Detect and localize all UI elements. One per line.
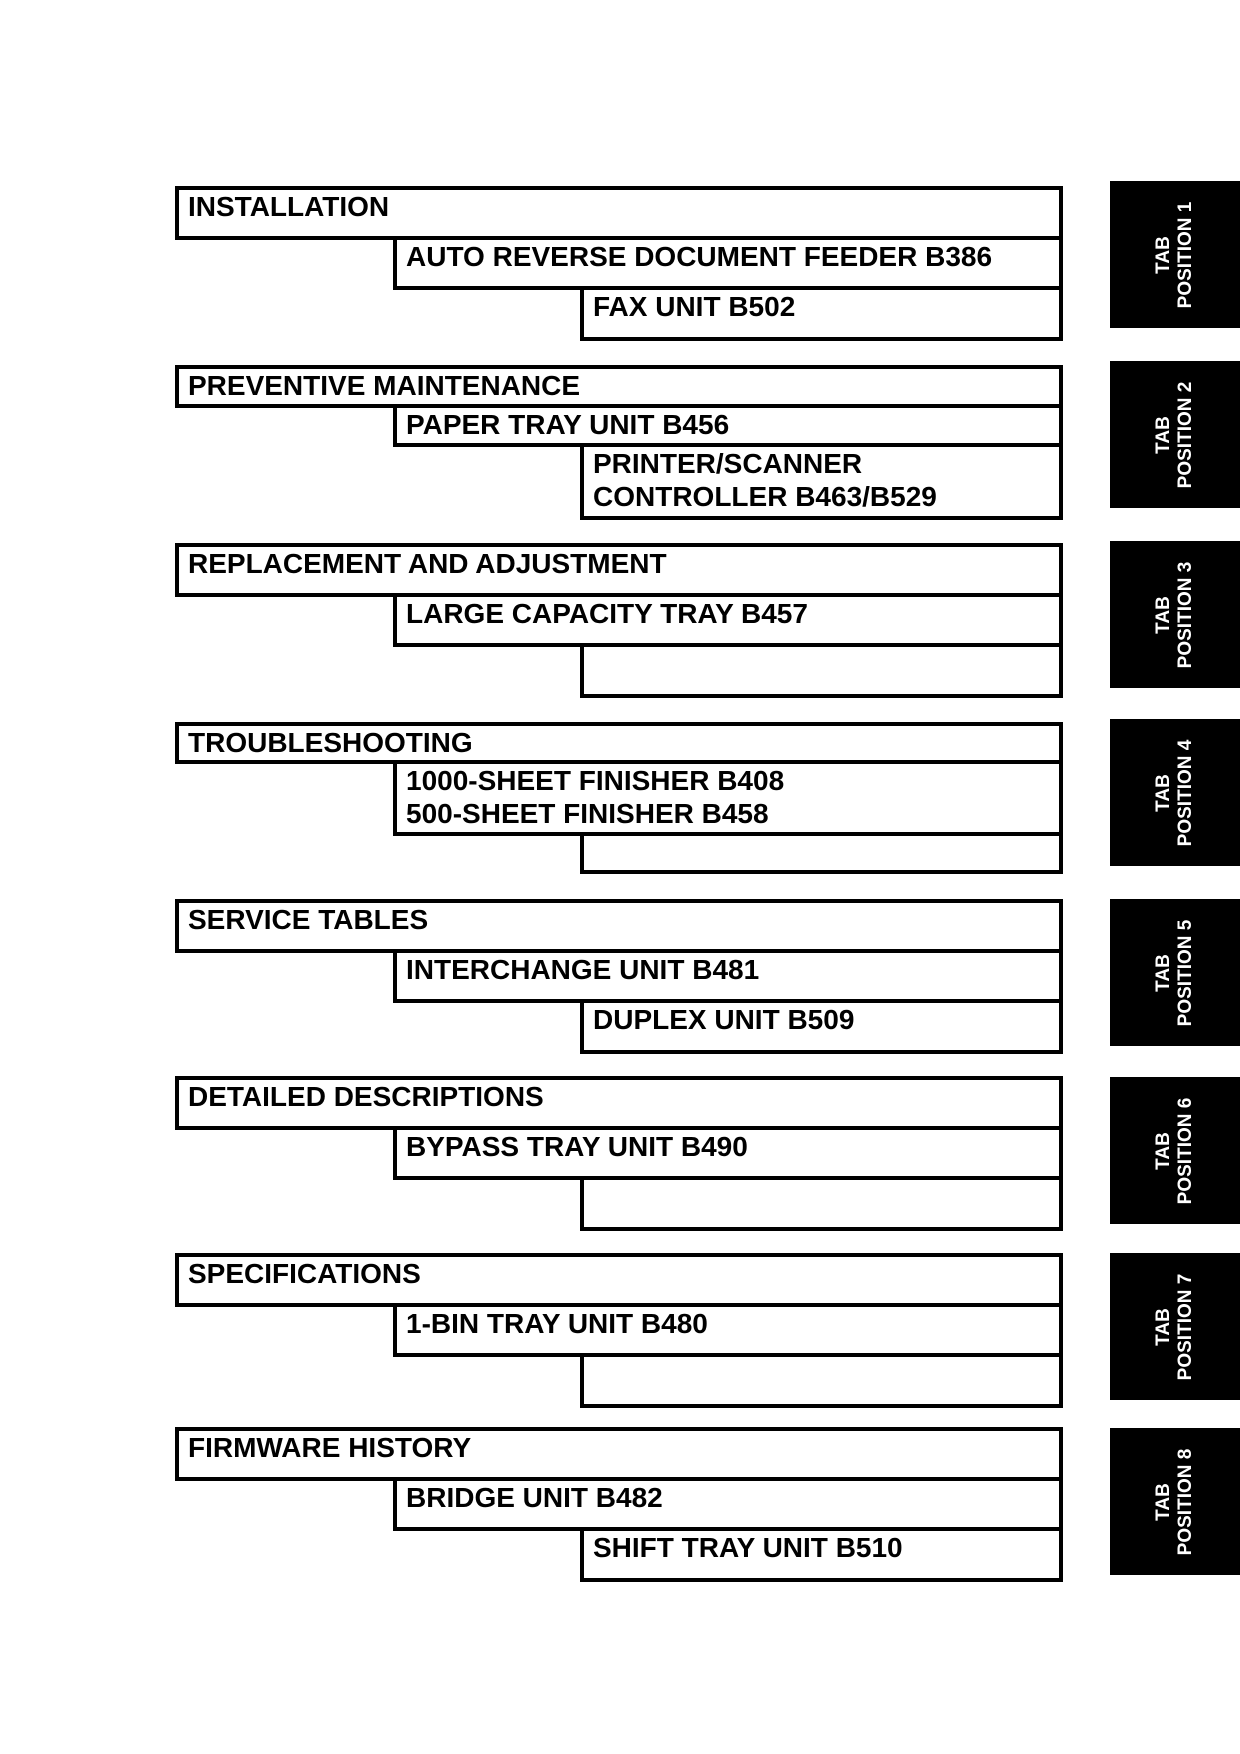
section-group-troubleshooting (175, 722, 1063, 874)
tab-label: TAB POSITION 2 (1153, 381, 1196, 488)
section-main-box[interactable]: SERVICE TABLES (175, 899, 1063, 953)
section-main-box[interactable]: TROUBLESHOOTING (175, 722, 1063, 764)
section-tertiary-box[interactable]: DUPLEX UNIT B509 (580, 999, 1063, 1054)
section-secondary-box[interactable]: INTERCHANGE UNIT B481 (393, 949, 1063, 1003)
section-secondary-box[interactable]: BRIDGE UNIT B482 (393, 1477, 1063, 1531)
section-tertiary-box[interactable]: PRINTER/SCANNER CONTROLLER B463/B529 (580, 443, 1063, 520)
section-secondary-box[interactable]: AUTO REVERSE DOCUMENT FEEDER B386 (393, 236, 1063, 290)
section-secondary-box[interactable]: 1-BIN TRAY UNIT B480 (393, 1303, 1063, 1357)
section-group-specifications (175, 1253, 1063, 1408)
tab-label: TAB POSITION 3 (1153, 561, 1196, 668)
section-main-box[interactable]: DETAILED DESCRIPTIONS (175, 1076, 1063, 1130)
section-secondary-box[interactable]: BYPASS TRAY UNIT B490 (393, 1126, 1063, 1180)
section-group-replacement-and-adjustment (175, 543, 1063, 698)
section-secondary-box[interactable]: 1000-SHEET FINISHER B408 500-SHEET FINISHER B458 (393, 760, 1063, 836)
tab-position-6[interactable] (1110, 1077, 1240, 1224)
section-group-preventive-maintenance (175, 365, 1063, 520)
tab-position-3[interactable] (1110, 541, 1240, 688)
section-main-box[interactable]: REPLACEMENT AND ADJUSTMENT (175, 543, 1063, 597)
tab-label: TAB POSITION 5 (1153, 919, 1196, 1026)
tab-position-8[interactable] (1110, 1428, 1240, 1575)
section-group-detailed-descriptions (175, 1076, 1063, 1231)
tab-position-1[interactable] (1110, 181, 1240, 328)
tab-position-2[interactable] (1110, 361, 1240, 508)
section-main-box[interactable]: FIRMWARE HISTORY (175, 1427, 1063, 1481)
section-main-box[interactable]: INSTALLATION (175, 186, 1063, 240)
section-tertiary-box[interactable] (580, 643, 1063, 698)
section-tertiary-box[interactable] (580, 832, 1063, 874)
tab-label: TAB POSITION 8 (1153, 1448, 1196, 1555)
section-tertiary-box[interactable] (580, 1353, 1063, 1408)
section-secondary-box[interactable]: LARGE CAPACITY TRAY B457 (393, 593, 1063, 647)
section-group-installation (175, 186, 1063, 341)
section-tertiary-box[interactable] (580, 1176, 1063, 1231)
tab-label: TAB POSITION 4 (1153, 739, 1196, 846)
section-tertiary-box[interactable]: SHIFT TRAY UNIT B510 (580, 1527, 1063, 1582)
section-main-box[interactable]: PREVENTIVE MAINTENANCE (175, 365, 1063, 408)
tab-position-4[interactable] (1110, 719, 1240, 866)
tab-label: TAB POSITION 7 (1153, 1273, 1196, 1380)
section-tertiary-box[interactable]: FAX UNIT B502 (580, 286, 1063, 341)
section-group-firmware-history (175, 1427, 1063, 1582)
tab-position-7[interactable] (1110, 1253, 1240, 1400)
tab-label: TAB POSITION 1 (1153, 201, 1196, 308)
section-secondary-box[interactable]: PAPER TRAY UNIT B456 (393, 404, 1063, 447)
tab-position-5[interactable] (1110, 899, 1240, 1046)
section-main-box[interactable]: SPECIFICATIONS (175, 1253, 1063, 1307)
section-group-service-tables (175, 899, 1063, 1054)
tab-label: TAB POSITION 6 (1153, 1097, 1196, 1204)
